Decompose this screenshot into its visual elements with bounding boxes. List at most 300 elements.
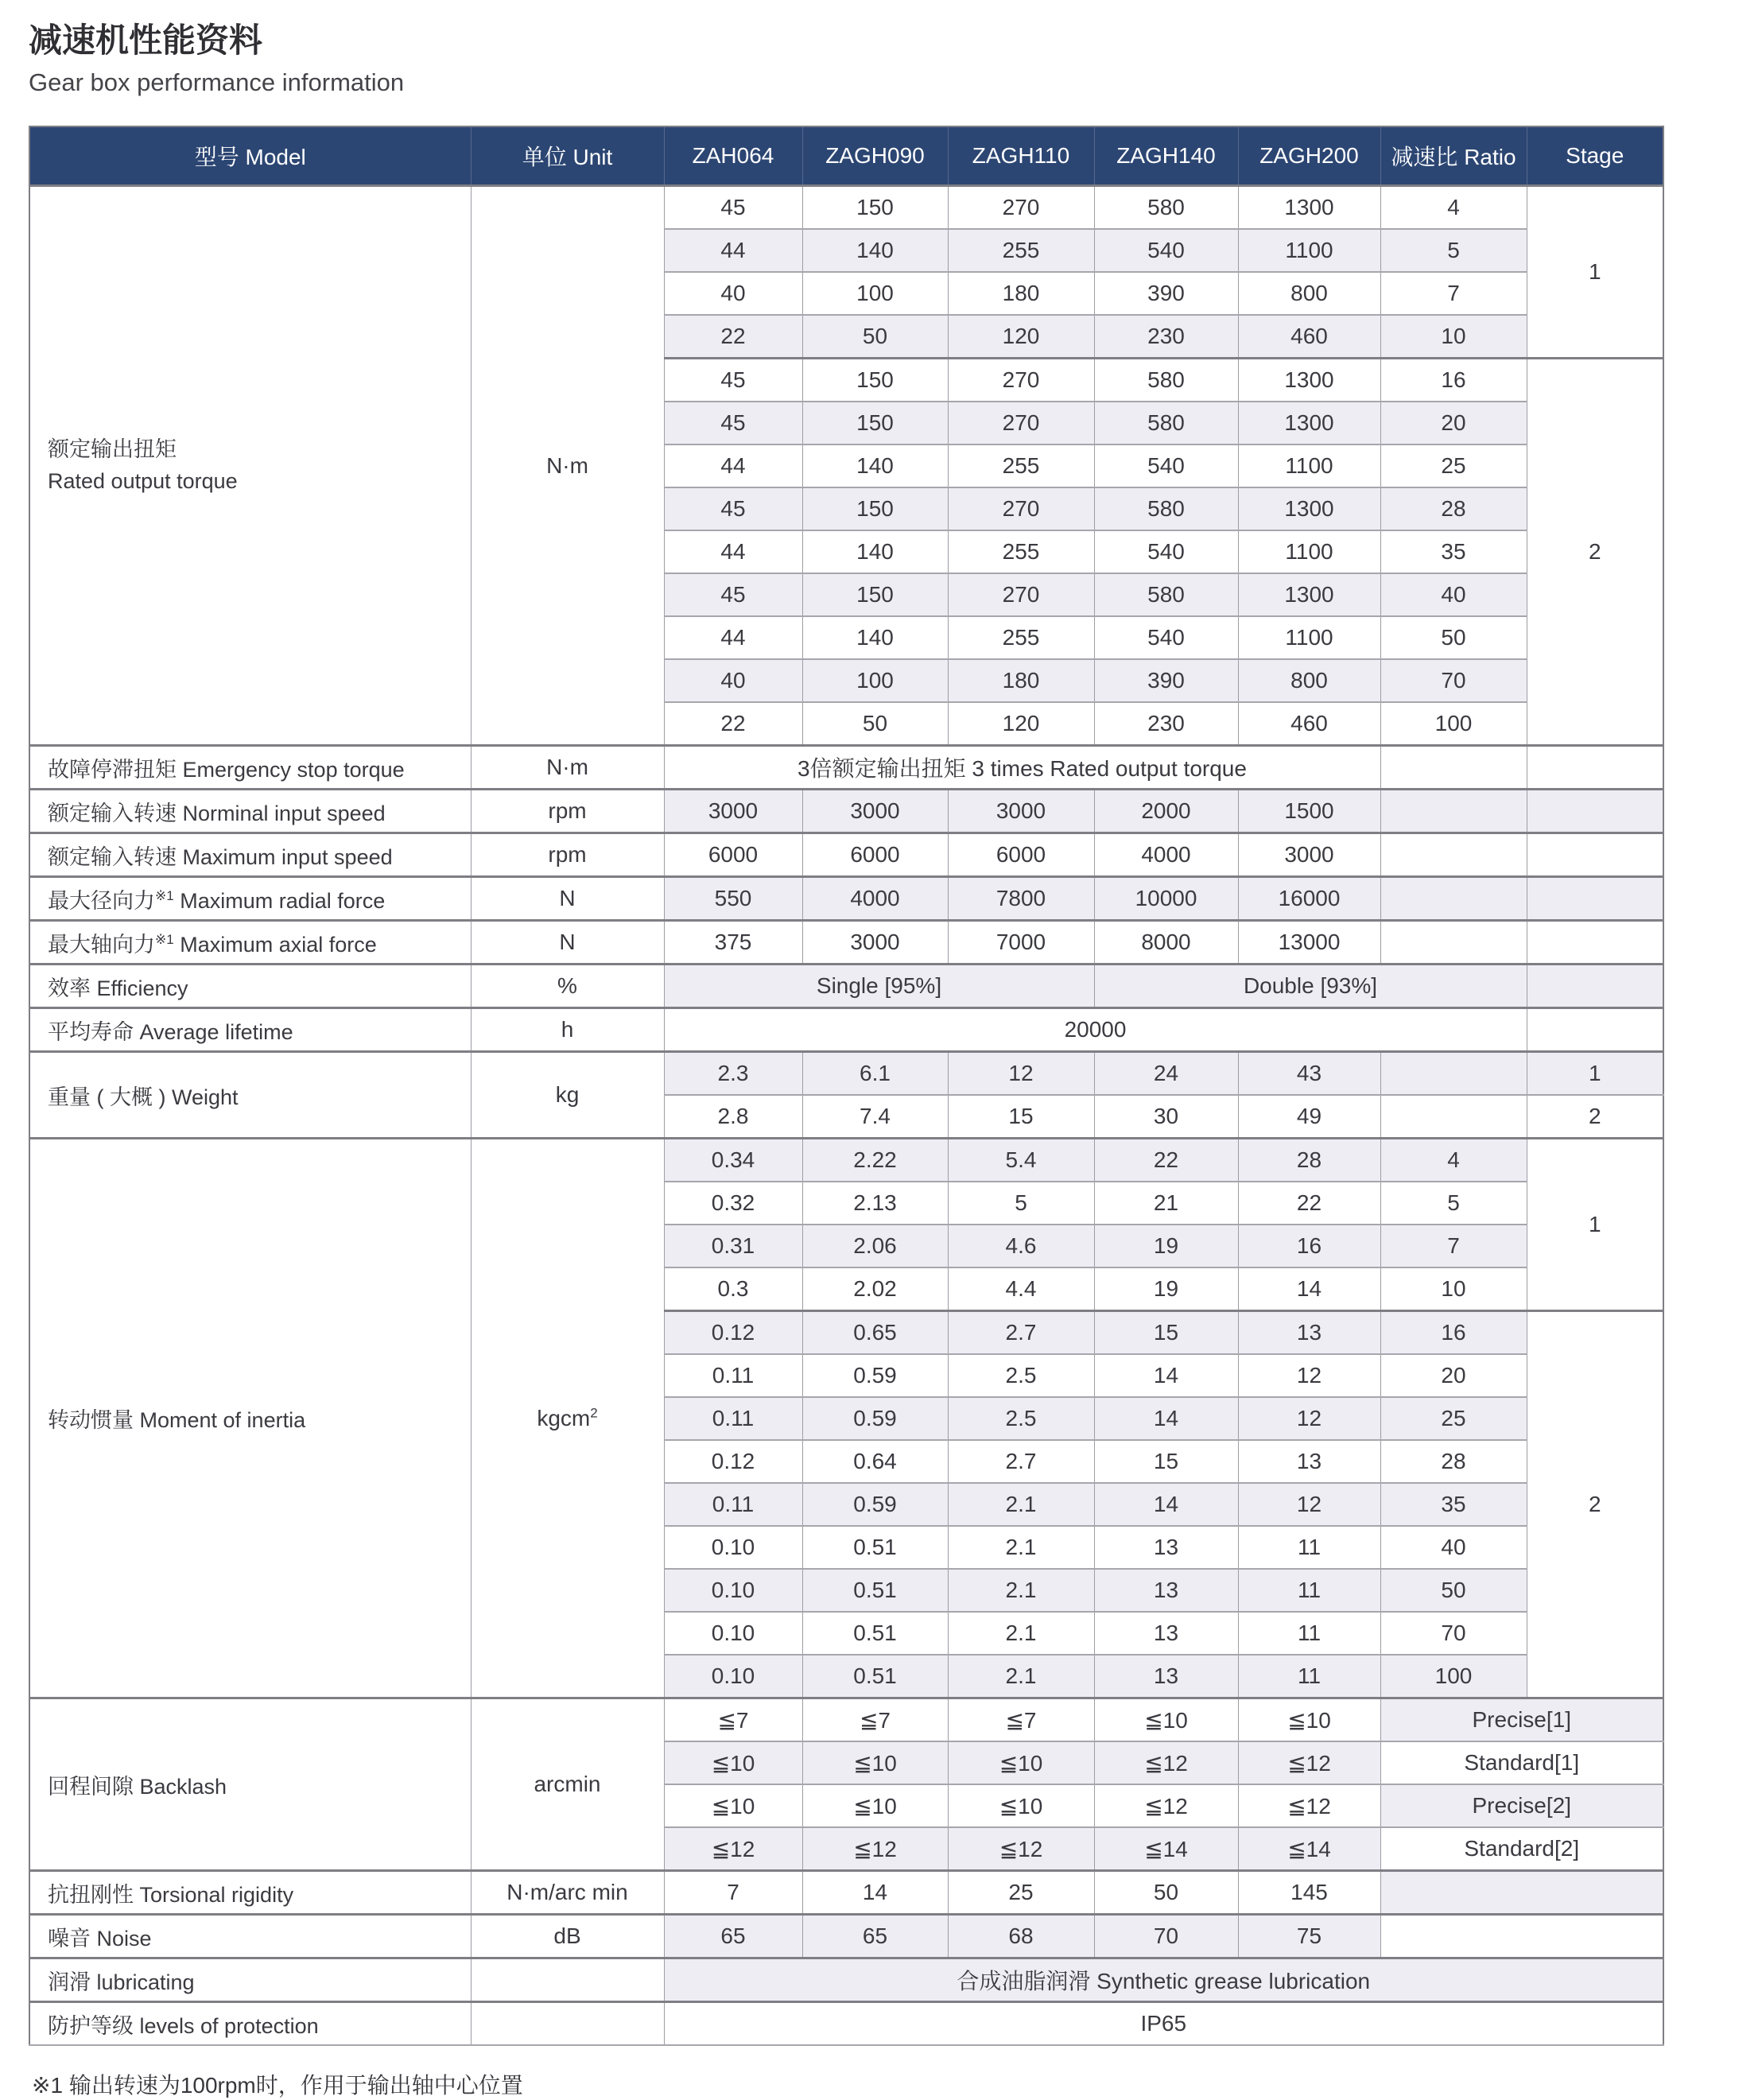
value-cell: 65 [664,1915,802,1958]
table-row [29,2002,1663,2046]
value-cell: 68 [948,1915,1094,1958]
ratio-cell [1380,1052,1527,1096]
value-cell: 2.02 [802,1267,948,1311]
value-cell: 270 [948,487,1094,530]
ratio-cell [1380,746,1527,790]
ratio-cell: 16 [1380,359,1527,402]
value-cell: ≦7 [802,1698,948,1742]
label-cell-torque [29,186,471,746]
value-cell: 11 [1238,1655,1380,1698]
value-cell: 0.10 [664,1612,802,1655]
value-cell: 2.06 [802,1225,948,1267]
col-header-unit: 单位 Unit [471,126,664,186]
stage-cell [1527,877,1663,921]
col-header-ratio: 减速比 Ratio [1380,126,1527,186]
value-cell: 0.59 [802,1483,948,1526]
value-cell: 13 [1094,1612,1238,1655]
value-cell: 2.1 [948,1483,1094,1526]
footnote-marker: ※1 [155,931,174,947]
value-cell: 22 [1094,1139,1238,1182]
value-cell: ≦12 [1238,1784,1380,1827]
value-cell: ≦12 [948,1827,1094,1871]
value-cell: ≦10 [664,1741,802,1784]
value-cell: 270 [948,573,1094,616]
value-cell: 540 [1094,530,1238,573]
value-cell: 1100 [1238,229,1380,272]
ratio-cell: 25 [1380,1397,1527,1440]
value-cell: 6000 [664,833,802,877]
value-cell: 7800 [948,877,1094,921]
value-cell: 13 [1238,1440,1380,1483]
value-cell: 460 [1238,702,1380,746]
value-cell: 0.12 [664,1311,802,1355]
value-cell: 150 [802,402,948,444]
value-cell: ≦7 [948,1698,1094,1742]
value-cell: 580 [1094,487,1238,530]
ratio-cell: 10 [1380,1267,1527,1311]
value-cell: 2.22 [802,1139,948,1182]
grade-cell: Precise[2] [1380,1784,1663,1827]
value-cell: 14 [1094,1397,1238,1440]
stage-cell [1527,1008,1663,1052]
value-cell: 22 [664,315,802,359]
value-cell: 0.51 [802,1526,948,1569]
label-cell-nominal-speed: 额定输入转速 Norminal input speed [29,790,471,833]
value-cell: 12 [1238,1354,1380,1397]
label-cell-emergency: 故障停滞扭矩 Emergency stop torque [29,746,471,790]
label-en: Rated output torque [48,468,238,493]
ratio-cell: 35 [1380,1483,1527,1526]
value-cell: 22 [664,702,802,746]
page-title: 减速机性能资料 [29,21,263,59]
table-row [29,921,1663,965]
value-cell: 120 [948,315,1094,359]
value-cell: 0.51 [802,1655,948,1698]
table-row [29,1871,1663,1915]
value-cell: 580 [1094,573,1238,616]
value-cell: 0.34 [664,1139,802,1182]
value-cell: 14 [1094,1354,1238,1397]
ratio-cell: 28 [1380,487,1527,530]
merged-cell: 合成油脂润滑 Synthetic grease lubrication [664,1958,1663,2002]
ratio-cell: 4 [1380,186,1527,230]
stage-cell: 1 [1527,1052,1663,1096]
value-cell: 50 [802,702,948,746]
value-cell: 230 [1094,315,1238,359]
value-cell: 120 [948,702,1094,746]
label-cell-noise: 噪音 Noise [29,1915,471,1958]
stage-cell [1527,965,1663,1008]
merged-cell [1380,1915,1663,1958]
value-cell: 1300 [1238,402,1380,444]
value-cell: 14 [802,1871,948,1915]
value-cell: 150 [802,573,948,616]
value-cell: 180 [948,272,1094,315]
ratio-cell: 35 [1380,530,1527,573]
value-cell: 2.1 [948,1526,1094,1569]
value-cell: 1500 [1238,790,1380,833]
value-cell: 140 [802,444,948,487]
value-cell: ≦12 [1094,1784,1238,1827]
value-cell: 3000 [948,790,1094,833]
ratio-cell: 28 [1380,1440,1527,1483]
table-row [29,1052,1663,1096]
value-cell: 7000 [948,921,1094,965]
value-cell: 45 [664,487,802,530]
unit-cell: h [471,1008,664,1052]
label-cell-protection: 防护等级 levels of protection [29,2002,471,2046]
value-cell: 0.10 [664,1526,802,1569]
label-cell-backlash: 回程间隙 Backlash [29,1698,471,1871]
table-row [29,1958,1663,2002]
value-cell: 1300 [1238,487,1380,530]
value-cell: 140 [802,229,948,272]
value-cell: 0.10 [664,1655,802,1698]
value-cell: 6000 [948,833,1094,877]
ratio-cell: 100 [1380,1655,1527,1698]
value-cell: ≦12 [664,1827,802,1871]
label-cell-lifetime: 平均寿命 Average lifetime [29,1008,471,1052]
unit-cell: N·m [471,186,664,746]
col-header-zagh140: ZAGH140 [1094,126,1238,186]
value-cell: 4000 [1094,833,1238,877]
value-cell: 270 [948,359,1094,402]
stage-cell: 2 [1527,1311,1663,1698]
value-cell: 1300 [1238,573,1380,616]
value-cell: 5 [948,1182,1094,1225]
value-cell: 550 [664,877,802,921]
value-cell: 6000 [802,833,948,877]
table-row [29,790,1663,833]
value-cell: 70 [1094,1915,1238,1958]
value-cell: 255 [948,444,1094,487]
value-cell: 11 [1238,1569,1380,1612]
value-cell: 2.1 [948,1655,1094,1698]
value-cell: ≦12 [1238,1741,1380,1784]
value-cell: 2.8 [664,1095,802,1139]
value-cell: 45 [664,359,802,402]
label-zh: 最大径向力 [48,888,155,913]
unit-cell [471,1958,664,2002]
label-cell-rigidity: 抗扭刚性 Torsional rigidity [29,1871,471,1915]
value-cell: 30 [1094,1095,1238,1139]
unit-cell: N·m/arc min [471,1871,664,1915]
merged-cell: IP65 [664,2002,1663,2046]
unit-cell: N [471,877,664,921]
ratio-cell [1380,833,1527,877]
table-row [29,746,1663,790]
value-cell: 45 [664,573,802,616]
ratio-cell: 40 [1380,573,1527,616]
label-cell-efficiency: 效率 Efficiency [29,965,471,1008]
value-cell: 16 [1238,1225,1380,1267]
value-cell: 255 [948,229,1094,272]
value-cell: 13 [1238,1311,1380,1355]
ratio-cell [1380,1095,1527,1139]
value-cell: 50 [1094,1871,1238,1915]
value-cell: ≦10 [802,1784,948,1827]
unit-base: kgcm [537,1405,591,1430]
value-cell: 150 [802,186,948,230]
value-cell: 0.11 [664,1397,802,1440]
value-cell: 44 [664,229,802,272]
value-cell: ≦10 [802,1741,948,1784]
table-row [29,833,1663,877]
value-cell: ≦10 [948,1741,1094,1784]
value-cell: 3000 [1238,833,1380,877]
grade-cell: Standard[2] [1380,1827,1663,1871]
ratio-cell [1380,790,1527,833]
value-cell: 0.65 [802,1311,948,1355]
value-cell: 540 [1094,616,1238,659]
value-cell: 11 [1238,1612,1380,1655]
value-cell: 255 [948,530,1094,573]
value-cell: 19 [1094,1267,1238,1311]
table-row [29,1008,1663,1052]
stage-cell [1527,833,1663,877]
value-cell: 10000 [1094,877,1238,921]
value-cell: 4000 [802,877,948,921]
unit-cell [471,1139,664,1698]
footnote: ※1 输出转速为100rpm时，作用于输出轴中心位置 [32,2073,523,2098]
value-cell: 0.12 [664,1440,802,1483]
value-cell: ≦10 [1094,1698,1238,1742]
value-cell: 7.4 [802,1095,948,1139]
value-cell: 40 [664,272,802,315]
col-header-zagh200: ZAGH200 [1238,126,1380,186]
value-cell: 14 [1238,1267,1380,1311]
value-cell: 19 [1094,1225,1238,1267]
ratio-cell: 5 [1380,1182,1527,1225]
label-cell-inertia: 转动惯量 Moment of inertia [29,1139,471,1698]
grade-cell: Standard[1] [1380,1741,1663,1784]
value-cell: 0.32 [664,1182,802,1225]
ratio-cell: 10 [1380,315,1527,359]
value-cell: 49 [1238,1095,1380,1139]
value-cell: 255 [948,616,1094,659]
value-cell: 0.31 [664,1225,802,1267]
stage-cell: 2 [1527,1095,1663,1139]
label-zh: 额定输出扭矩 [48,437,177,462]
value-cell: 0.11 [664,1354,802,1397]
ratio-cell: 20 [1380,1354,1527,1397]
stage-cell [1527,790,1663,833]
col-header-model: 型号 Model [29,126,471,186]
unit-cell: N·m [471,746,664,790]
unit-cell: rpm [471,790,664,833]
value-cell: 1300 [1238,359,1380,402]
table-row [29,1915,1663,1958]
value-cell: 540 [1094,444,1238,487]
value-cell: 13000 [1238,921,1380,965]
value-cell: 230 [1094,702,1238,746]
ratio-cell: 100 [1380,702,1527,746]
unit-sup: 2 [590,1405,598,1421]
value-cell: 270 [948,186,1094,230]
value-cell: 0.51 [802,1612,948,1655]
col-header-zagh090: ZAGH090 [802,126,948,186]
ratio-cell: 70 [1380,1612,1527,1655]
value-cell: 12 [1238,1397,1380,1440]
label-cell-radial-force [29,877,471,921]
ratio-cell: 70 [1380,659,1527,702]
table-row [29,965,1663,1008]
value-cell: 150 [802,359,948,402]
value-cell: 15 [1094,1440,1238,1483]
value-cell: 16000 [1238,877,1380,921]
value-cell: 3000 [802,921,948,965]
value-cell: 75 [1238,1915,1380,1958]
value-cell: 1100 [1238,444,1380,487]
table-row [29,1139,1663,1182]
value-cell: 270 [948,402,1094,444]
value-cell: 12 [1238,1483,1380,1526]
ratio-cell: 50 [1380,1569,1527,1612]
ratio-cell: 25 [1380,444,1527,487]
value-cell: 13 [1094,1569,1238,1612]
value-cell: 12 [948,1052,1094,1096]
label-cell-max-speed: 额定输入转速 Maximum input speed [29,833,471,877]
value-cell: 11 [1238,1526,1380,1569]
merged-cell [1380,1871,1663,1915]
value-cell: 150 [802,487,948,530]
value-cell: 540 [1094,229,1238,272]
value-cell: 0.51 [802,1569,948,1612]
value-cell: 14 [1094,1483,1238,1526]
value-cell: 375 [664,921,802,965]
value-cell: 4.4 [948,1267,1094,1311]
value-cell: 800 [1238,272,1380,315]
value-cell: 580 [1094,359,1238,402]
value-cell: 1300 [1238,186,1380,230]
value-cell: 2.7 [948,1440,1094,1483]
value-cell: 44 [664,530,802,573]
value-cell: 13 [1094,1526,1238,1569]
value-cell: 180 [948,659,1094,702]
header-row [29,126,1663,186]
value-cell: 1100 [1238,530,1380,573]
value-cell: 4.6 [948,1225,1094,1267]
label-en: Maximum axial force [173,932,377,957]
value-cell: 3000 [802,790,948,833]
ratio-cell: 7 [1380,1225,1527,1267]
value-cell: 140 [802,616,948,659]
value-cell: 21 [1094,1182,1238,1225]
value-cell: 2.5 [948,1354,1094,1397]
merged-cell: 3倍额定输出扭矩 3 times Rated output torque [664,746,1380,790]
value-cell: 22 [1238,1182,1380,1225]
table-row [29,1698,1663,1742]
value-cell: 0.59 [802,1397,948,1440]
unit-cell: kg [471,1052,664,1139]
table-row [29,186,1663,230]
value-cell: 2.3 [664,1052,802,1096]
value-cell: 43 [1238,1052,1380,1096]
value-cell: 0.3 [664,1267,802,1311]
value-cell: 25 [948,1871,1094,1915]
value-cell: ≦12 [1094,1741,1238,1784]
value-cell: 44 [664,444,802,487]
label-cell-lubricating: 润滑 lubricating [29,1958,471,2002]
value-cell: 0.11 [664,1483,802,1526]
value-cell: 3000 [664,790,802,833]
value-cell: 45 [664,402,802,444]
ratio-cell: 4 [1380,1139,1527,1182]
value-cell: 0.64 [802,1440,948,1483]
value-cell: 390 [1094,659,1238,702]
grade-cell: Precise[1] [1380,1698,1663,1742]
stage-cell: 1 [1527,186,1663,359]
value-cell: 40 [664,659,802,702]
unit-cell: arcmin [471,1698,664,1871]
label-cell-weight: 重量 ( 大概 ) Weight [29,1052,471,1139]
value-cell: 0.10 [664,1569,802,1612]
ratio-cell [1380,877,1527,921]
stage-cell [1527,921,1663,965]
value-cell: 2000 [1094,790,1238,833]
value-cell: 460 [1238,315,1380,359]
value-cell: 65 [802,1915,948,1958]
value-cell: 580 [1094,402,1238,444]
merged-cell: 20000 [664,1008,1527,1052]
value-cell: 580 [1094,186,1238,230]
value-cell: 28 [1238,1139,1380,1182]
value-cell: 0.59 [802,1354,948,1397]
value-cell: 800 [1238,659,1380,702]
value-cell: 45 [664,186,802,230]
value-cell: 44 [664,616,802,659]
value-cell: 8000 [1094,921,1238,965]
value-cell: 2.13 [802,1182,948,1225]
ratio-cell [1380,921,1527,965]
stage-cell: 2 [1527,359,1663,746]
value-cell: 5.4 [948,1139,1094,1182]
value-cell: ≦14 [1094,1827,1238,1871]
value-cell: ≦10 [664,1784,802,1827]
page-subtitle: Gear box performance information [29,68,405,96]
label-cell-axial-force [29,921,471,965]
value-cell: ≦10 [948,1784,1094,1827]
value-cell: 15 [948,1095,1094,1139]
spec-table [29,126,1664,2046]
merged-cell-double: Double [93%] [1094,965,1527,1008]
value-cell: 2.5 [948,1397,1094,1440]
ratio-cell: 40 [1380,1526,1527,1569]
table-row [29,877,1663,921]
value-cell: 13 [1094,1655,1238,1698]
value-cell: ≦14 [1238,1827,1380,1871]
ratio-cell: 16 [1380,1311,1527,1355]
value-cell: ≦7 [664,1698,802,1742]
value-cell: 2.1 [948,1612,1094,1655]
merged-cell-single: Single [95%] [664,965,1094,1008]
value-cell: 15 [1094,1311,1238,1355]
unit-cell [471,2002,664,2046]
value-cell: 6.1 [802,1052,948,1096]
label-en: Maximum radial force [173,888,386,913]
value-cell: 2.1 [948,1569,1094,1612]
col-header-zagh110: ZAGH110 [948,126,1094,186]
value-cell: 7 [664,1871,802,1915]
col-header-zah064: ZAH064 [664,126,802,186]
ratio-cell: 7 [1380,272,1527,315]
label-zh: 最大轴向力 [48,932,155,957]
value-cell: 100 [802,272,948,315]
value-cell: 390 [1094,272,1238,315]
value-cell: 2.7 [948,1311,1094,1355]
value-cell: ≦12 [802,1827,948,1871]
stage-cell [1527,746,1663,790]
